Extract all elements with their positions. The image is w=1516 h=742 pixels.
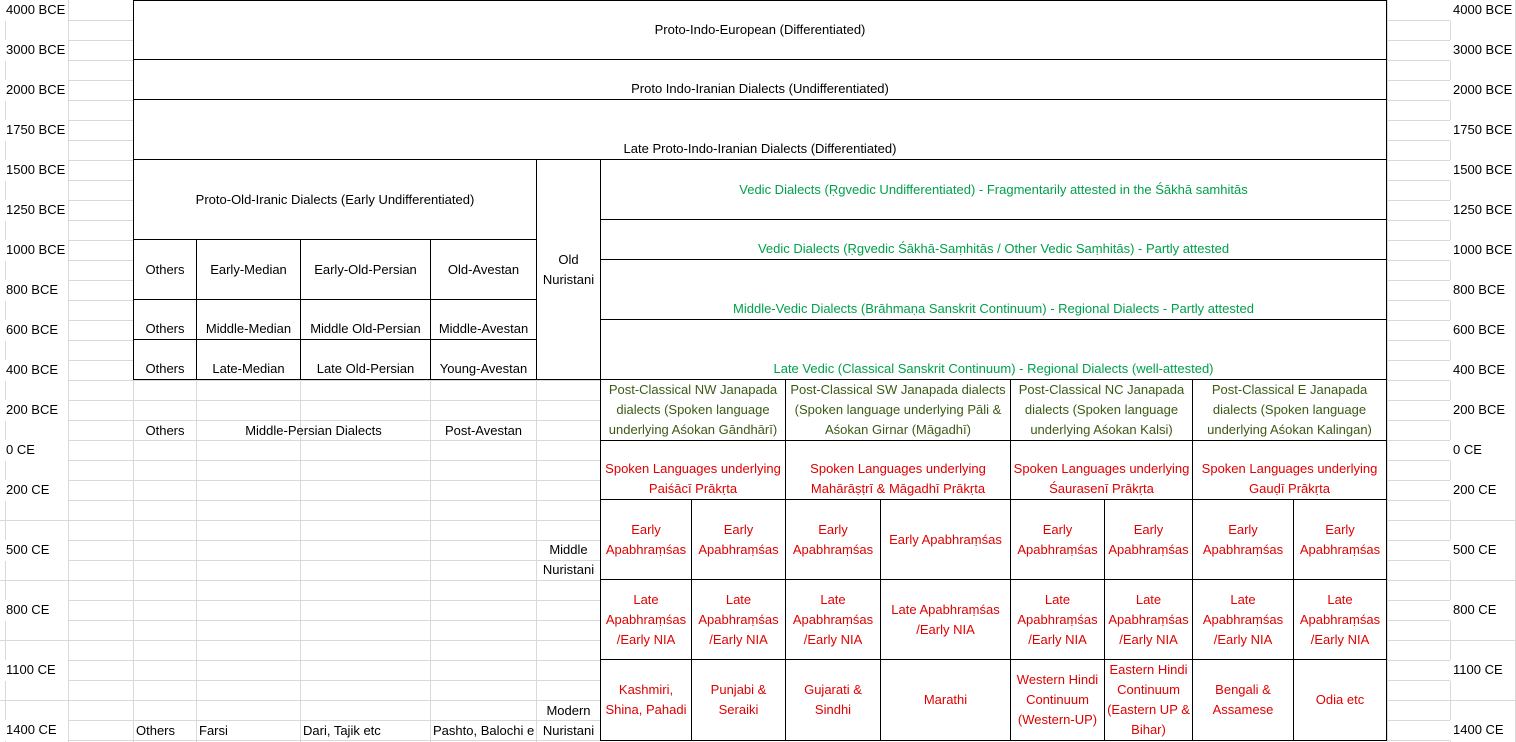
left-time-label: 800 CE (0, 600, 68, 621)
left-time-label: 400 BCE (0, 360, 68, 381)
left-time-label: 800 BCE (0, 280, 68, 301)
cell-late-apabhramsa-8: Late Apabhraṃśas /Early NIA (1293, 579, 1387, 660)
left-time-label: 200 BCE (0, 400, 68, 421)
cell-middle-median: Middle-Median (196, 299, 301, 340)
cell-bengali-assamese: Bengali & Assamese (1192, 659, 1294, 741)
right-time-label: 1750 BCE (1450, 120, 1515, 141)
cell-modern-nuristani: Modern Nuristani (542, 703, 595, 738)
cell-old-nuristani: Old Nuristani (536, 159, 601, 380)
cell-post-classical-nw: Post-Classical NW Janapada dialects (Spoken language underlying Aśokan Gāndhārī) (600, 379, 786, 441)
cell-punjabi-seraiki: Punjabi & Seraiki (691, 659, 786, 741)
cell-late-apabhramsa-2: Late Apabhraṃśas /Early NIA (691, 579, 786, 660)
right-time-label: 200 CE (1450, 480, 1515, 501)
left-time-label: 500 CE (0, 540, 68, 561)
cell-post-classical-sw: Post-Classical SW Janapada dialects (Spoken language underlying Pāli & Aśokan Girnar (Māgadhī) (785, 379, 1011, 441)
cell-late-proto-indo-iranian: Late Proto-Indo-Iranian Dialects (Differentiated) (133, 99, 1387, 160)
cell-iranian-others-5: Others (136, 723, 176, 738)
cell-middle-nuristani: Middle Nuristani (542, 542, 595, 577)
right-time-label: 1000 BCE (1450, 240, 1515, 261)
cell-late-old-persian: Late Old-Persian (300, 339, 431, 380)
cell-iranian-others-4: Others (145, 423, 185, 438)
right-time-label: 500 CE (1450, 540, 1515, 561)
right-time-label: 1400 CE (1450, 720, 1515, 741)
cell-early-apabhramsa-6: Early Apabhraṃśas (1104, 499, 1193, 580)
left-time-label: 1100 CE (0, 660, 68, 681)
left-time-label: 600 BCE (0, 320, 68, 341)
right-time-label: 1250 BCE (1450, 200, 1515, 221)
right-time-label: 800 BCE (1450, 280, 1515, 301)
cell-pashto-balochi: Pashto, Balochi e (433, 723, 535, 738)
left-time-label: 1750 BCE (0, 120, 68, 141)
cell-late-apabhramsa-1: Late Apabhraṃśas /Early NIA (600, 579, 692, 660)
cell-post-classical-e: Post-Classical E Janapada dialects (Spoken language underlying Aśokan Kalingan) (1192, 379, 1387, 441)
cell-post-classical-nc: Post-Classical NC Janapada dialects (Spoken language underlying Aśokan Kalsi) (1010, 379, 1193, 441)
cell-proto-indo-european: Proto-Indo-European (Differentiated) (133, 0, 1387, 60)
cell-middle-persian-dialects: Middle-Persian Dialects (245, 423, 382, 438)
cell-young-avestan: Young-Avestan (430, 339, 537, 380)
left-time-label: 200 CE (0, 480, 68, 501)
right-time-label: 0 CE (1450, 440, 1515, 461)
cell-vedic-rgvedic-undifferentiated: Vedic Dialects (Ṛgvedic Undifferentiated) - Fragmentarily attested in the Śākhā samhitās (600, 159, 1387, 220)
cell-odia: Odia etc (1293, 659, 1387, 741)
cell-proto-old-iranic: Proto-Old-Iranic Dialects (Early Undifferentiated) (133, 159, 537, 240)
right-time-label: 3000 BCE (1450, 40, 1515, 61)
cell-middle-avestan: Middle-Avestan (430, 299, 537, 340)
cell-early-apabhramsa-4: Early Apabhraṃśas (880, 499, 1011, 580)
cell-late-apabhramsa-6: Late Apabhraṃśas /Early NIA (1104, 579, 1193, 660)
left-time-label: 2000 BCE (0, 80, 68, 101)
right-time-label: 800 CE (1450, 600, 1515, 621)
cell-post-avestan: Post-Avestan (444, 423, 523, 438)
cell-middle-old-persian: Middle Old-Persian (300, 299, 431, 340)
left-time-label: 1400 CE (0, 720, 68, 741)
cell-maharastri-magadhi-prakrta: Spoken Languages underlying Mahārāṣṭrī & Māgadhī Prākṛta (785, 440, 1011, 500)
right-time-label: 1500 BCE (1450, 160, 1515, 181)
cell-late-apabhramsa-5: Late Apabhraṃśas /Early NIA (1010, 579, 1105, 660)
cell-early-median: Early-Median (196, 239, 301, 300)
cell-iranian-others-2: Others (133, 299, 197, 340)
cell-late-apabhramsa-4: Late Apabhraṃśas /Early NIA (880, 579, 1011, 660)
cell-sauraseni-prakrta: Spoken Languages underlying Śaurasenī Prākṛta (1010, 440, 1193, 500)
cell-marathi: Marathi (880, 659, 1011, 741)
cell-early-apabhramsa-2: Early Apabhraṃśas (691, 499, 786, 580)
cell-farsi: Farsi (199, 723, 228, 738)
cell-early-apabhramsa-7: Early Apabhraṃśas (1192, 499, 1294, 580)
left-time-label: 3000 BCE (0, 40, 68, 61)
cell-western-hindi: Western Hindi Continuum (Western-UP) (1010, 659, 1105, 741)
cell-early-apabhramsa-5: Early Apabhraṃśas (1010, 499, 1105, 580)
cell-kashmiri-shina-pahadi: Kashmiri, Shina, Pahadi (600, 659, 692, 741)
cell-late-median: Late-Median (196, 339, 301, 380)
left-time-label: 4000 BCE (0, 0, 68, 21)
right-time-label: 2000 BCE (1450, 80, 1515, 101)
right-time-label: 1100 CE (1450, 660, 1515, 681)
cell-dari-tajik: Dari, Tajik etc (303, 723, 381, 738)
cell-early-old-persian: Early-Old-Persian (300, 239, 431, 300)
cell-late-vedic: Late Vedic (Classical Sanskrit Continuum) - Regional Dialects (well-attested) (600, 319, 1387, 380)
cell-paisaci-prakrta: Spoken Languages underlying Paiśācī Prākṛta (600, 440, 786, 500)
cell-iranian-others-3: Others (133, 339, 197, 380)
cell-iranian-others-1: Others (133, 239, 197, 300)
right-time-label: 600 BCE (1450, 320, 1515, 341)
right-time-label: 4000 BCE (1450, 0, 1515, 21)
cell-middle-vedic: Middle-Vedic Dialects (Brāhmaṇa Sanskrit Continuum) - Regional Dialects - Partly attested (600, 259, 1387, 320)
cell-gaudi-prakrta: Spoken Languages underlying Gauḍī Prākṛta (1192, 440, 1387, 500)
right-time-label: 400 BCE (1450, 360, 1515, 381)
cell-old-avestan: Old-Avestan (430, 239, 537, 300)
cell-gujarati-sindhi: Gujarati & Sindhi (785, 659, 881, 741)
left-time-label: 0 CE (0, 440, 68, 461)
cell-early-apabhramsa-8: Early Apabhraṃśas (1293, 499, 1387, 580)
cell-vedic-samhitas: Vedic Dialects (Ṛgvedic Śākhā-Saṃhitās / Other Vedic Saṃhitās) - Partly attested (600, 219, 1387, 260)
cell-early-apabhramsa-1: Early Apabhraṃśas (600, 499, 692, 580)
cell-early-apabhramsa-3: Early Apabhraṃśas (785, 499, 881, 580)
cell-eastern-hindi: Eastern Hindi Continuum (Eastern UP & Bihar) (1104, 659, 1193, 741)
cell-proto-indo-iranian-undifferentiated: Proto Indo-Iranian Dialects (Undifferentiated) (133, 59, 1387, 100)
left-time-label: 1500 BCE (0, 160, 68, 181)
cell-late-apabhramsa-7: Late Apabhraṃśas /Early NIA (1192, 579, 1294, 660)
cell-late-apabhramsa-3: Late Apabhraṃśas /Early NIA (785, 579, 881, 660)
left-time-label: 1250 BCE (0, 200, 68, 221)
right-time-label: 200 BCE (1450, 400, 1515, 421)
left-time-label: 1000 BCE (0, 240, 68, 261)
